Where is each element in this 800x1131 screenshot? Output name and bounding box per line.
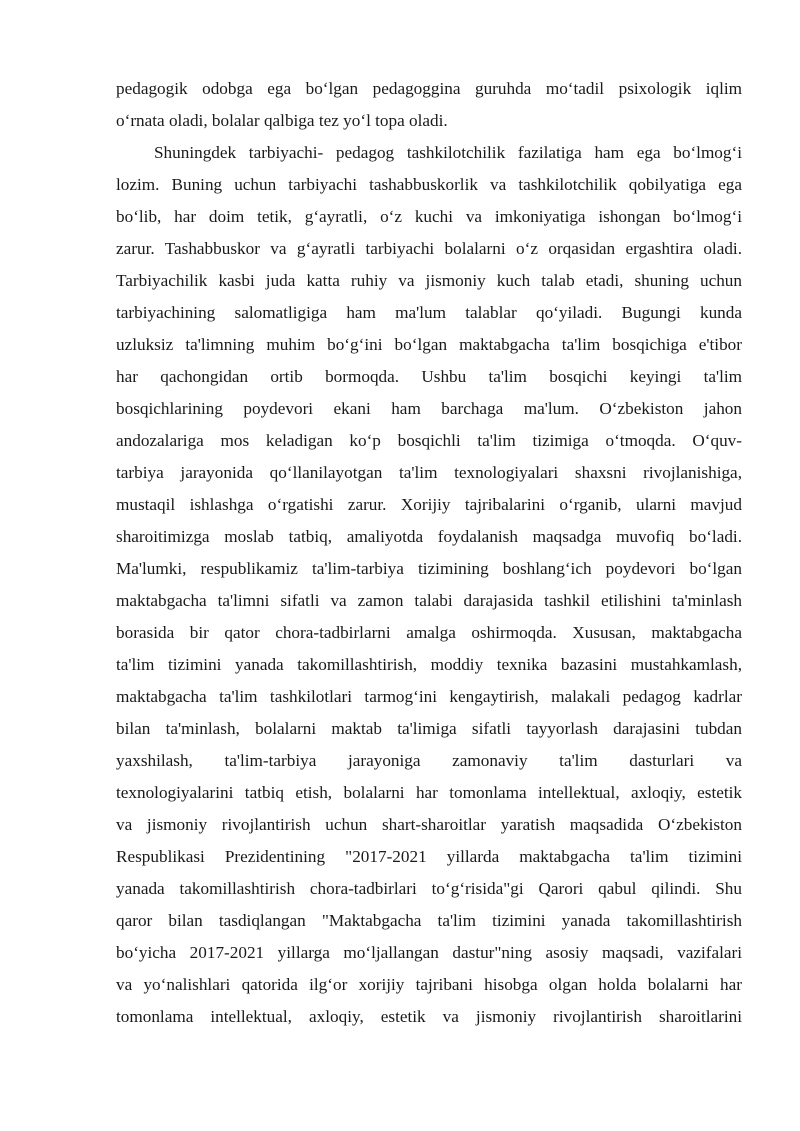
text-line: qaror bilan tasdiqlangan "Maktabgacha ta'lim tizimini yanada takomillashtirish (116, 911, 742, 930)
text-line: Tarbiyachilik kasbi juda katta ruhiy va jismoniy kuch talab etadi, shuning uchun (116, 271, 742, 290)
text-line: yaxshilash, ta'lim-tarbiya jarayoniga zamonaviy ta'lim dasturlari va (116, 751, 742, 770)
text-line: maktabgacha ta'lim tashkilotlari tarmog‘ini kengaytirish, malakali pedagog kadrlar (116, 687, 742, 706)
text-line: bosqichlarining poydevori ekani ham barchaga ma'lum. O‘zbekiston jahon (116, 399, 742, 418)
text-line: Respublikasi Prezidentining "2017-2021 yillarda maktabgacha ta'lim tizimini (116, 847, 742, 866)
text-line: Ma'lumki, respublikamiz ta'lim-tarbiya tizimining boshlang‘ich poydevori bo‘lgan (116, 559, 742, 578)
text-line: har qachongidan ortib bormoqda. Ushbu ta'lim bosqichi keyingi ta'lim (116, 367, 742, 386)
paragraph (116, 137, 742, 1033)
text-line: zarur. Tashabbuskor va g‘ayratli tarbiyachi bolalarni o‘z orqasidan ergashtira oladi. (116, 239, 742, 258)
text-line: bilan ta'minlash, bolalarni maktab ta'limiga sifatli tayyorlash darajasini tubdan (116, 719, 742, 738)
text-line: Shuningdek tarbiyachi- pedagog tashkilotchilik fazilatiga ham ega bo‘lmog‘i (154, 143, 742, 162)
text-line: lozim. Buning uchun tarbiyachi tashabbuskorlik va tashkilotchilik qobilyatiga ega (116, 175, 742, 194)
text-line: bo‘yicha 2017-2021 yillarga mo‘ljallangan dastur"ning asosiy maqsadi, vazifalari (116, 943, 742, 962)
text-line: texnologiyalarini tatbiq etish, bolalarni har tomonlama intellektual, axloqiy, estetik (116, 783, 742, 802)
text-line: ta'lim tizimini yanada takomillashtirish, moddiy texnika bazasini mustahkamlash, (116, 655, 742, 674)
text-line: tarbiyachining salomatligiga ham ma'lum talablar qo‘yiladi. Bugungi kunda (116, 303, 742, 322)
text-line: pedagogik odobga ega bo‘lgan pedagoggina guruhda mo‘tadil psixologik iqlim (116, 79, 742, 98)
body-text (116, 73, 742, 1033)
text-line: mustaqil ishlashga o‘rgatishi zarur. Xorijiy tajribalarini o‘rganib, ularni mavjud (116, 495, 742, 514)
text-line: bo‘lib, har doim tetik, g‘ayratli, o‘z kuchi va imkoniyatiga ishongan bo‘lmog‘i (116, 207, 742, 226)
text-line: va jismoniy rivojlantirish uchun shart-sharoitlar yaratish maqsadida O‘zbekiston (116, 815, 742, 834)
text-line: o‘rnata oladi, bolalar qalbiga tez yo‘l topa oladi. (116, 111, 448, 130)
text-line: borasida bir qator chora-tadbirlarni amalga oshirmoqda. Xususan, maktabgacha (116, 623, 742, 642)
text-line: maktabgacha ta'limni sifatli va zamon talabi darajasida tashkil etilishini ta'minlash (116, 591, 742, 610)
text-line: tarbiya jarayonida qo‘llanilayotgan ta'lim texnologiyalari shaxsni rivojlanishiga, (116, 463, 742, 482)
text-line: sharoitimizga moslab tatbiq, amaliyotda foydalanish maqsadga muvofiq bo‘ladi. (116, 527, 742, 546)
paragraph (116, 73, 742, 137)
text-line: va yo‘nalishlari qatorida ilg‘or xorijiy tajribani hisobga olgan holda bolalarni har (116, 975, 742, 994)
text-line: yanada takomillashtirish chora-tadbirlari to‘g‘risida"gi Qarori qabul qilindi. Shu (116, 879, 742, 898)
text-line: andozalariga mos keladigan ko‘p bosqichli ta'lim tizimiga o‘tmoqda. O‘quv- (116, 431, 742, 450)
text-line: uzluksiz ta'limning muhim bo‘g‘ini bo‘lgan maktabgacha ta'lim bosqichiga e'tibor (116, 335, 742, 354)
text-line: tomonlama intellektual, axloqiy, estetik va jismoniy rivojlantirish sharoitlarini (116, 1007, 742, 1026)
